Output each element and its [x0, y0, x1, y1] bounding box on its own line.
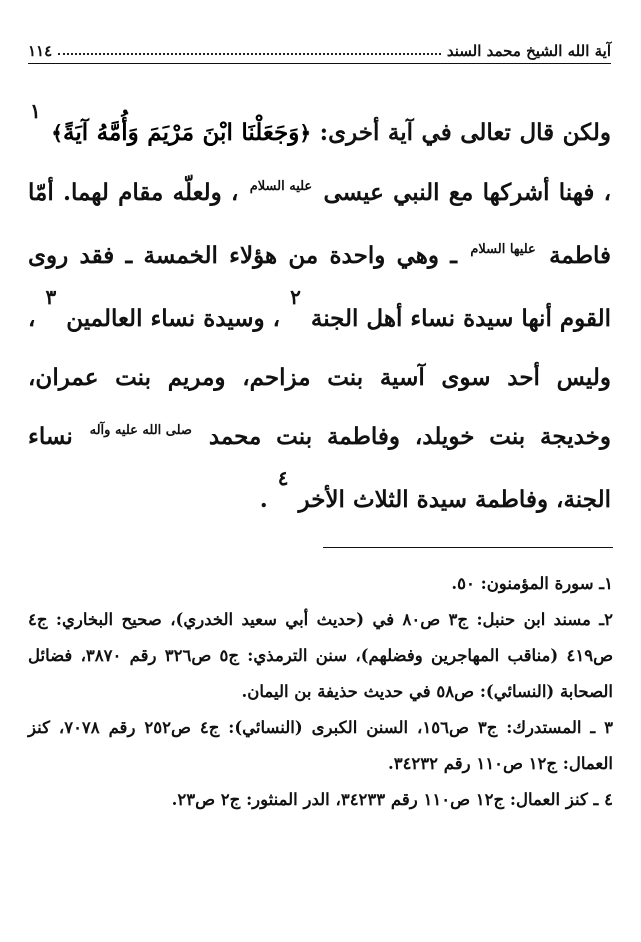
body-sentence: نساء الجنة، وفاطمة سيدة الثلاث الأخر — [28, 423, 611, 513]
quran-verse — [51, 119, 311, 146]
footnote-1: ١ـ سورة المؤمنون: ٥٠. — [451, 574, 613, 593]
quran-verse-text: وَجَعَلْنَا ابْنَ مَرْيَمَ وَأُمَّهُ آيَةً — [63, 119, 300, 146]
body-sentence: . — [259, 486, 268, 513]
footnote-2: ٢ـ مسند ابن حنبل: ج٣ ص٨٠ في (حديث أبي سعيد الخدري)، صحيح البخاري: ج٤ ص٤١٩ (مناقب المهاجرين وفضلهم)، سنن الترمذي: ج٥ ص٣٢٦ رقم ٣٨٧٠، فضائل الصحابة (النسائي): ص٥٨ في حديث حذيفة بن اليمان. — [28, 610, 614, 701]
body-sentence: ، ولعلّه مقام لهما. أمّا فاطمة — [28, 179, 611, 269]
body-sentence: ، فهنا أشركها مع النبي عيسى — [323, 179, 612, 206]
body-sentence: ولكن قال تعالى في آية أخرى: — [319, 119, 612, 146]
footnote-separator — [323, 547, 613, 548]
body-sentence: ، وليس أحد سوى آسية بنت مزاحم، ومريم بنت عمران، وخديجة بنت خويلد، وفاطمة بنت محمد — [27, 305, 611, 450]
footnote-3: ٣ ـ المستدرك: ج٣ ص١٥٦، السنن الكبرى (النسائي): ج٤ ص٢٥٢ رقم ٧٠٧٨، كنز العمال: ج١٢ ص١١٠ رقم ٣٤٢٣٢. — [28, 718, 613, 773]
honorific-glyph: صلى الله عليه وآله — [89, 423, 192, 438]
main-paragraph: ولكن قال تعالى في آية أخرى: ﴿وَجَعَلْنَا ابْنَ مَرْيَمَ وَأُمَّهُ آيَةً﴾ ١ ، فهنا أشركها مع النبي عيسى عليه السلام ، ولعلّه مقام لهما. أمّا فاطمة عليها السلام ـ وهي واحدة من هؤلاء الخمسة ـ فقد روى القوم أنها سيدة نساء أهل الجنة ٢ ، وسيدة نساء العالمين ٣ ، وليس أحد سوى آسية بنت مزاحم، ومريم بنت عمران، وخديجة بنت خويلد، وفاطمة بنت محمد صلى الله عليه وآله نساء الجنة، وفاطمة سيدة الثلاث الأخر ٤ . — [27, 99, 612, 513]
footnote-4: ٤ ـ كنز العمال: ج١٢ ص١١٠ رقم ٣٤٢٣٣، الدر المنثور: ج٢ ص٢٣. — [171, 790, 613, 809]
body-sentence: ، وسيدة نساء العالمين — [66, 305, 281, 332]
honorific-glyph: عليه السلام — [249, 179, 313, 194]
quran-close-bracket: ﴾ — [51, 121, 63, 145]
honorific-glyph: عليها السلام — [470, 242, 536, 257]
running-header — [28, 30, 611, 60]
header-rule — [28, 63, 611, 64]
footnotes — [28, 566, 613, 818]
page-number: ١١٤ — [28, 42, 53, 60]
header-dot-leader — [58, 53, 441, 55]
quran-open-bracket: ﴿ — [299, 121, 312, 145]
header-title: آية الله الشيخ محمد السند — [446, 42, 611, 60]
body-sentence: ـ وهي واحدة من هؤلاء الخمسة ـ فقد روى القوم أنها سيدة نساء أهل الجنة — [28, 242, 611, 332]
